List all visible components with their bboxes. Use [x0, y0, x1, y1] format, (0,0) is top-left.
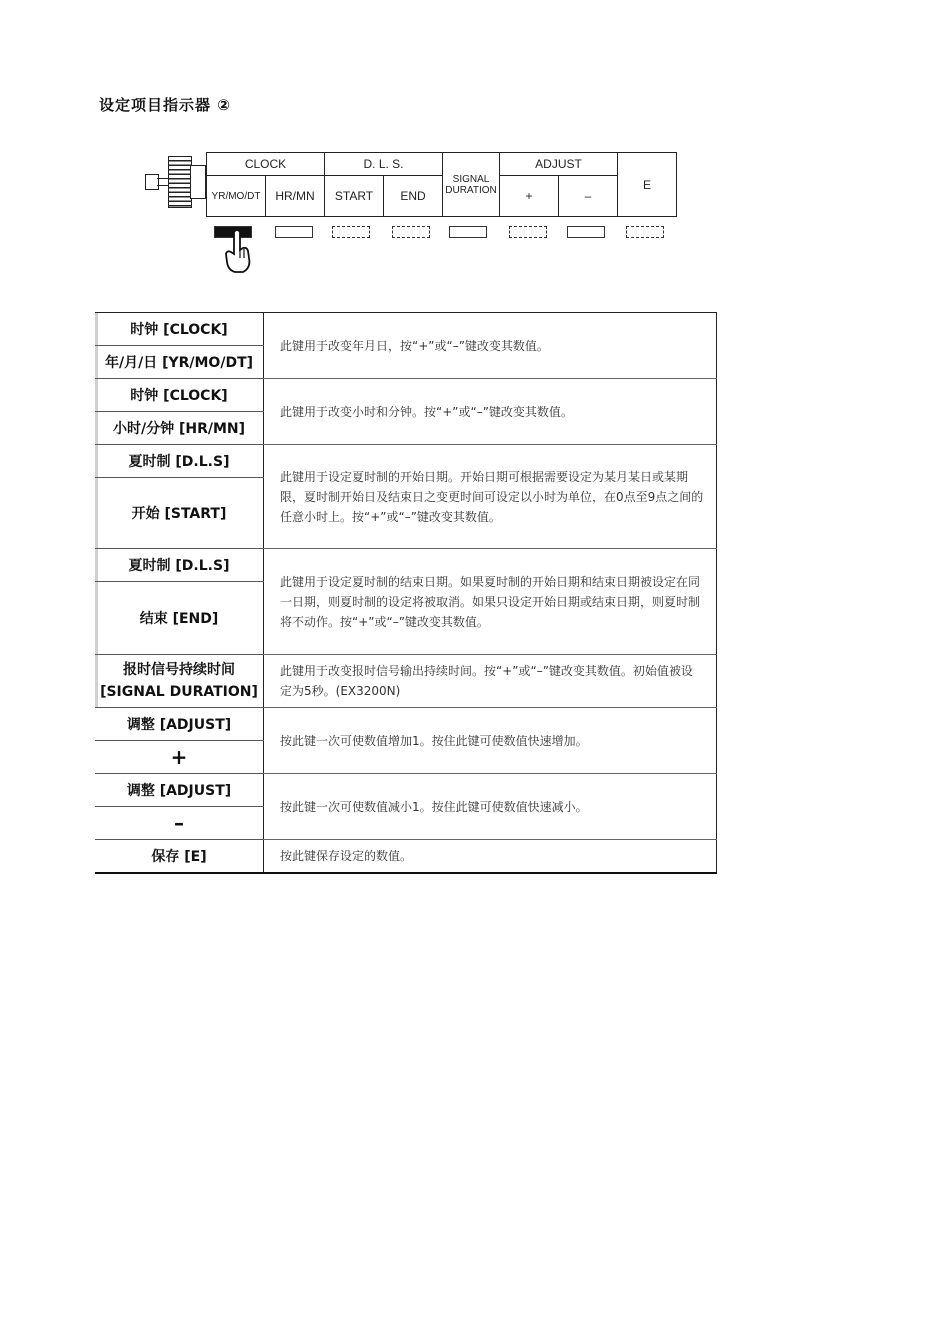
- description-minus: 按此键一次可使数值减小1。按住此键可使数值快速减小。: [264, 774, 717, 840]
- key-label-yr-mo-dt: 年/月/日 [YR/MO/DT]: [95, 346, 264, 379]
- group-adjust: ADJUST: [500, 153, 618, 176]
- pointing-hand-icon: [221, 228, 255, 274]
- group-clock: CLOCK: [207, 153, 325, 176]
- indicator-panel: [140, 150, 685, 280]
- page-title: 设定项目指示器 ②: [99, 96, 231, 114]
- key-label-dls: 夏时制 [D.L.S]: [95, 549, 264, 582]
- description-yr-mo-dt: 此键用于改变年月日，按“+”或“–”键改变其数值。: [264, 313, 717, 379]
- key-yr-mo-dt[interactable]: YR/MO/DT: [207, 176, 266, 217]
- description-signal-duration: 此键用于改变报时信号输出持续时间。按“+”或“–”键改变其数值。初始值被设定为5秒。(EX3200N): [264, 655, 717, 708]
- knob-collar-icon: [190, 165, 206, 199]
- key-label-adjust: 调整 [ADJUST]: [95, 774, 264, 807]
- key-plus[interactable]: +: [500, 176, 559, 217]
- function-description-table: [95, 312, 717, 874]
- indicator-grid: [206, 152, 677, 217]
- indicator-lamp: [509, 226, 547, 238]
- indicator-lamp: [567, 226, 605, 238]
- key-label-hr-mn: 小时/分钟 [HR/MN]: [95, 412, 264, 445]
- description-start: 此键用于设定夏时制的开始日期。开始日期可根据需要设定为某月某日或某期限，夏时制开始日及结束日之变更时间可设定以小时为单位，在0点至9点之间的任意小时上。按“+”或“–”键改变其数值。: [264, 445, 717, 549]
- key-hr-mn[interactable]: HR/MN: [266, 176, 325, 217]
- description-end: 此键用于设定夏时制的结束日期。如果夏时制的开始日期和结束日期被设定在同一日期，则夏时制的设定将被取消。如果只设定开始日期或结束日期，则夏时制将不动作。按“+”或“–”键改变其数值。: [264, 549, 717, 655]
- key-label-plus: +: [95, 741, 264, 774]
- key-label-adjust: 调整 [ADJUST]: [95, 708, 264, 741]
- description-plus: 按此键一次可使数值增加1。按住此键可使数值快速增加。: [264, 708, 717, 774]
- key-label-clock: 时钟 [CLOCK]: [95, 313, 264, 346]
- group-dls: D. L. S.: [325, 153, 443, 176]
- key-label-start: 开始 [START]: [95, 478, 264, 549]
- key-minus[interactable]: –: [559, 176, 618, 217]
- key-end[interactable]: END: [384, 176, 443, 217]
- key-signal-duration[interactable]: SIGNAL DURATION: [443, 153, 500, 217]
- key-label-signal-duration-en: [SIGNAL DURATION]: [100, 684, 258, 700]
- description-hr-mn: 此键用于改变小时和分钟。按“+”或“–”键改变其数值。: [264, 379, 717, 445]
- key-start[interactable]: START: [325, 176, 384, 217]
- key-label-signal-duration-cn: 报时信号持续时间: [123, 662, 235, 678]
- indicator-lamp: [332, 226, 370, 238]
- key-label-clock: 时钟 [CLOCK]: [95, 379, 264, 412]
- key-indicator-row: [206, 226, 686, 246]
- indicator-lamp: [275, 226, 313, 238]
- key-label-minus: –: [95, 807, 264, 840]
- description-save: 按此键保存设定的数值。: [264, 840, 717, 874]
- key-label-save: 保存 [E]: [95, 840, 264, 874]
- indicator-lamp: [626, 226, 664, 238]
- key-label-dls: 夏时制 [D.L.S]: [95, 445, 264, 478]
- key-label-end: 结束 [END]: [95, 582, 264, 655]
- indicator-lamp: [449, 226, 487, 238]
- knob-gear-icon: [168, 156, 192, 208]
- indicator-lamp: [392, 226, 430, 238]
- key-e[interactable]: E: [618, 153, 677, 217]
- key-label-signal-duration: [95, 655, 264, 708]
